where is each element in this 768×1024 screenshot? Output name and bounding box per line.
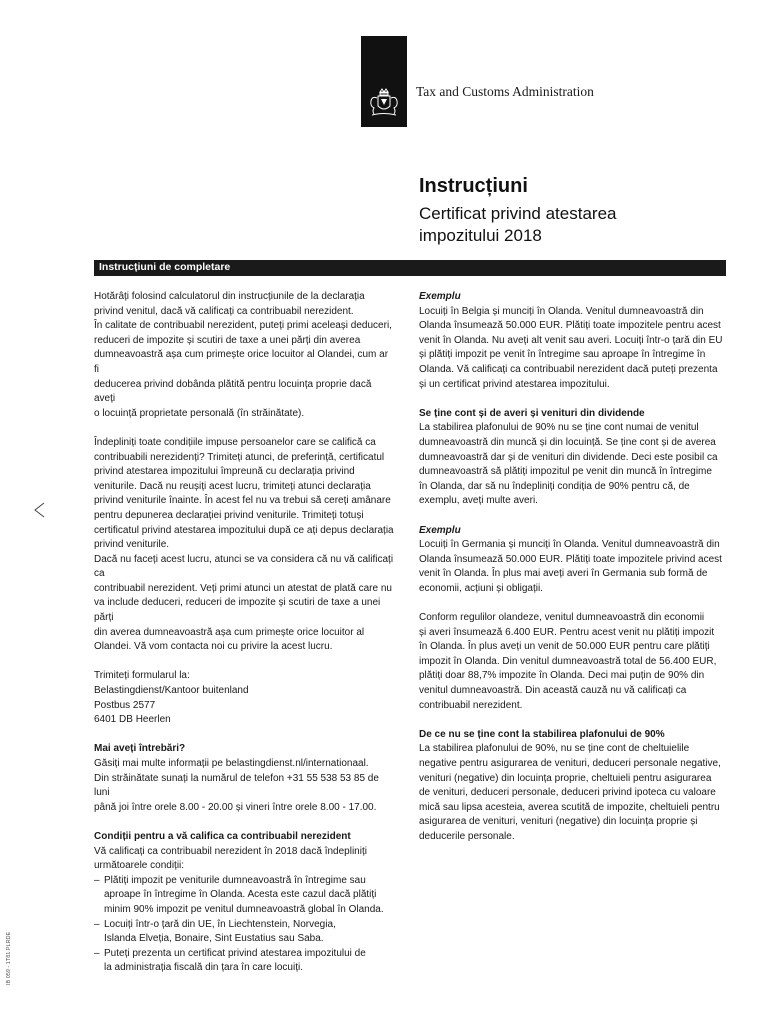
intro-line: reduceri de impozite și scutiri de taxe a unei părți din averea (94, 334, 361, 346)
conditions-line: Olandei. Vă vom contacta noi cu privire la acest lucru. (94, 641, 333, 653)
example-line: venit în Olanda. În plus mai aveți averi în Germania sub formă de (419, 568, 708, 580)
threshold-line: La stabilirea plafonului de 90%, nu se ține cont de cheltuielile (419, 743, 690, 755)
conditions-line: Îndepliniți toate condițiile impuse persoanelor care se califică ca (94, 436, 376, 448)
section-header-bar (94, 260, 726, 276)
address-line: Belastingdienst/Kantoor buitenland (94, 685, 249, 697)
dividends-line: dumneavoastră din muncă și din locuință. Se ține cont și de averea (419, 436, 716, 448)
example-line: Olanda. Vă calificați ca contribuabil nerezident dacă puteți prezenta (419, 363, 718, 375)
dividends-line: dumneavoastră dar și de venituri din dividende. Deci este posibil ca (419, 451, 718, 463)
intro-line: privind venitul, dacă vă calificați ca contribuabil nerezident. (94, 305, 354, 317)
example-line: și un certificat privind atestarea impozitului. (419, 378, 610, 390)
intro-line: Hotărâți folosind calculatorul din instrucțiunile de la declarația (94, 291, 365, 302)
example-line: Olanda însumează 50.000 EUR. Plătiți toate impozitele privind acest (419, 553, 722, 565)
example-line: economii, acțiuni și obligații. (419, 582, 543, 594)
conditions-line: contribuabili nerezidenți? Trimiteți atunci, de preferință, certificatul (94, 451, 385, 463)
questions-line: până joi între orele 8.00 - 20.00 și vineri între orele 8.00 - 17.00. (94, 801, 377, 813)
qualification-intro: Vă calificați ca contribuabil nerezident în 2018 dacă îndepliniți (94, 845, 367, 857)
example-line: Olanda însumează 50.000 EUR. Plătiți toate impozitele pentru acest (419, 320, 721, 332)
condition-line: Locuiți într-o țară din UE, în Liechtenstein, Norvegia, (104, 918, 336, 930)
conditions-line: din averea dumneavoastră așa cum primește orice locuitor al (94, 626, 365, 638)
left-column (94, 290, 394, 976)
dividends-heading: Se ține cont și de averi și venituri din dividende (419, 407, 645, 419)
conditions-line: Dacă nu faceți acest lucru, atunci se va considera că nu vă calificați ca (94, 553, 394, 580)
example-line: Locuiți în Germania și munciți în Olanda. Venitul dumneavoastră din (419, 539, 720, 551)
royal-coat-of-arms-icon (366, 88, 402, 118)
condition-item: – Locuiți într-o țară din UE, în Liechtenstein, Norvegia, Islanda Elveția, Bonaire, Sint Eustatius sau Saba. (94, 918, 394, 947)
document-title: Instrucțiuni (419, 175, 528, 197)
conditions-line: privind atestarea impozitului împreună cu declarația privind (94, 466, 355, 478)
calculation-line: Conform regulilor olandeze, venitul dumneavoastră din economii (419, 612, 705, 624)
conditions-line: pentru depunerea declarației privind veniturile. Trimiteți totuși (94, 509, 364, 521)
calculation-line: și averi însumează 6.400 EUR. Pentru acest venit nu plătiți impozit (419, 626, 715, 638)
threshold-line: negative pentru asigurarea de venituri, deduceri personale negative, (419, 758, 721, 769)
calculation-line: contribuabil nerezident. (419, 699, 523, 711)
qualification-intro: următoarele condiții: (94, 860, 185, 872)
condition-line: Plătiți impozit pe veniturile dumneavoastră în întregime sau (104, 874, 366, 886)
threshold-line: mică sau lipsa acesteia, averea scutită de impozite, cheltuieli pentru (419, 801, 720, 813)
dividends-line: La stabilirea plafonului de 90% nu se ține cont numai de venitul (419, 422, 699, 434)
condition-item: – Plătiți impozit pe veniturile dumneavoastră în întregime sau aproape în întregime în Olanda. Acesta este cazul dacă plătiți minim 90% impozit pe venitul dumneavoastră global în Olanda. (94, 874, 394, 918)
dividends-line: exemplu, aveți multe averi. (419, 495, 538, 507)
address-line: 6401 DB Heerlen (94, 714, 171, 726)
conditions-line: contribuabil nerezident. Veți primi atunci un atestat de plată care nu (94, 582, 392, 594)
condition-line: la administrația fiscală din țara în care locuiți. (104, 962, 303, 974)
example-line: și plătiți impozit pe venit în întregime sau aproape în întregime în (419, 349, 706, 361)
address-line: Postbus 2577 (94, 699, 156, 711)
condition-line: Puteți prezenta un certificat privind atestarea impozitului de (104, 947, 366, 959)
intro-line: o locuință proprietate personală (în străinătate). (94, 407, 305, 419)
example-line: venit în Olanda. Nu aveți alt venit sau averi. Locuiți într-o țară din EU (419, 334, 723, 346)
threshold-line: de venituri, deduceri personale, deduceri privind ipoteca cu valoare (419, 787, 716, 799)
condition-line: minim 90% impozit pe venitul dumneavoastră global în Olanda. (104, 903, 384, 915)
conditions-line: veniturile. Dacă nu reușiți acest lucru, trimiteți atunci declarația (94, 480, 371, 492)
qualification-heading: Condiții pentru a vă califica ca contribuabil nerezident (94, 830, 351, 842)
conditions-line: certificatul privind atestarea impozitului după ce ați depus declarația (94, 524, 394, 536)
threshold-line: asigurarea de venituri, venituri (negative) din locuința proprie și (419, 816, 698, 828)
agency-name: Tax and Customs Administration (416, 84, 594, 99)
example-label: Exemplu (419, 291, 461, 302)
questions-line: Găsiți mai multe informații pe belastingdienst.nl/internationaal. (94, 758, 369, 769)
example-line: Locuiți în Belgia și munciți în Olanda. Venitul dumneavoastră din (419, 305, 704, 317)
conditions-line: privind veniturile înainte. În acest fel nu va trebui să cereți amânare (94, 495, 391, 507)
intro-line: dumneavoastră așa cum primește orice locuitor al Olandei, cum ar fi (94, 349, 389, 375)
example-label: Exemplu (419, 524, 461, 536)
condition-line: aproape în întregime în Olanda. Acesta este cazul dacă plătiți (104, 889, 377, 901)
dividends-line: în Olanda, dar să nu îndepliniți condiția de 90% pentru că, de (419, 480, 690, 492)
conditions-line: va include deduceri, reduceri de impozite și scutiri de taxe a unei părți (94, 597, 381, 624)
conditions-line: privind veniturile. (94, 539, 170, 551)
calculation-line: venitul dumneavoastră. Din această cauză nu vă calificați ca (419, 685, 687, 697)
calculation-line: plătiți doar 88,7% impozite în Olanda. Deci mai puțin de 90% din (419, 670, 705, 682)
right-column (419, 290, 724, 845)
form-code: IB 059 - 1T81 PLRDE (6, 931, 12, 985)
chevron-left-icon (32, 500, 46, 520)
threshold-heading: De ce nu se ține cont la stabilirea plafonului de 90% (419, 728, 665, 740)
agency-logo-block (361, 36, 407, 127)
document-subtitle: Certificat privind atestarea impozitului 2018 (419, 204, 617, 245)
calculation-line: în Olanda. În plus aveți un venit de 50.000 EUR pentru care plătiți (419, 641, 710, 653)
condition-line: Islanda Elveția, Bonaire, Sint Eustatius sau Saba. (104, 933, 324, 945)
condition-item: – Puteți prezenta un certificat privind atestarea impozitului de la administrația fiscală din țara în care locuiți. (94, 947, 394, 976)
intro-line: deducerea privind dobânda plătită pentru locuința proprie dacă aveți (94, 378, 372, 405)
questions-line: Din străinătate sunați la numărul de telefon +31 55 538 53 85 de luni (94, 772, 379, 799)
calculation-line: impozit în Olanda. Din venitul dumneavoastră total de 56.400 EUR, (419, 655, 717, 667)
dividends-line: dumneavoastră să plătiți impozitul pe venit din muncă în întregime (419, 466, 712, 478)
section-header-label: Instrucțiuni de completare (99, 261, 231, 273)
intro-line: În calitate de contribuabil nerezident, puteți primi aceleași deduceri, (94, 320, 392, 332)
threshold-line: deducerile personale. (419, 830, 515, 842)
questions-heading: Mai aveți întrebări? (94, 743, 186, 755)
address-line: Trimiteți formularul la: (94, 670, 190, 682)
threshold-line: venituri (negative) din locuința proprie, cheltuieli pentru asigurarea (419, 772, 712, 784)
